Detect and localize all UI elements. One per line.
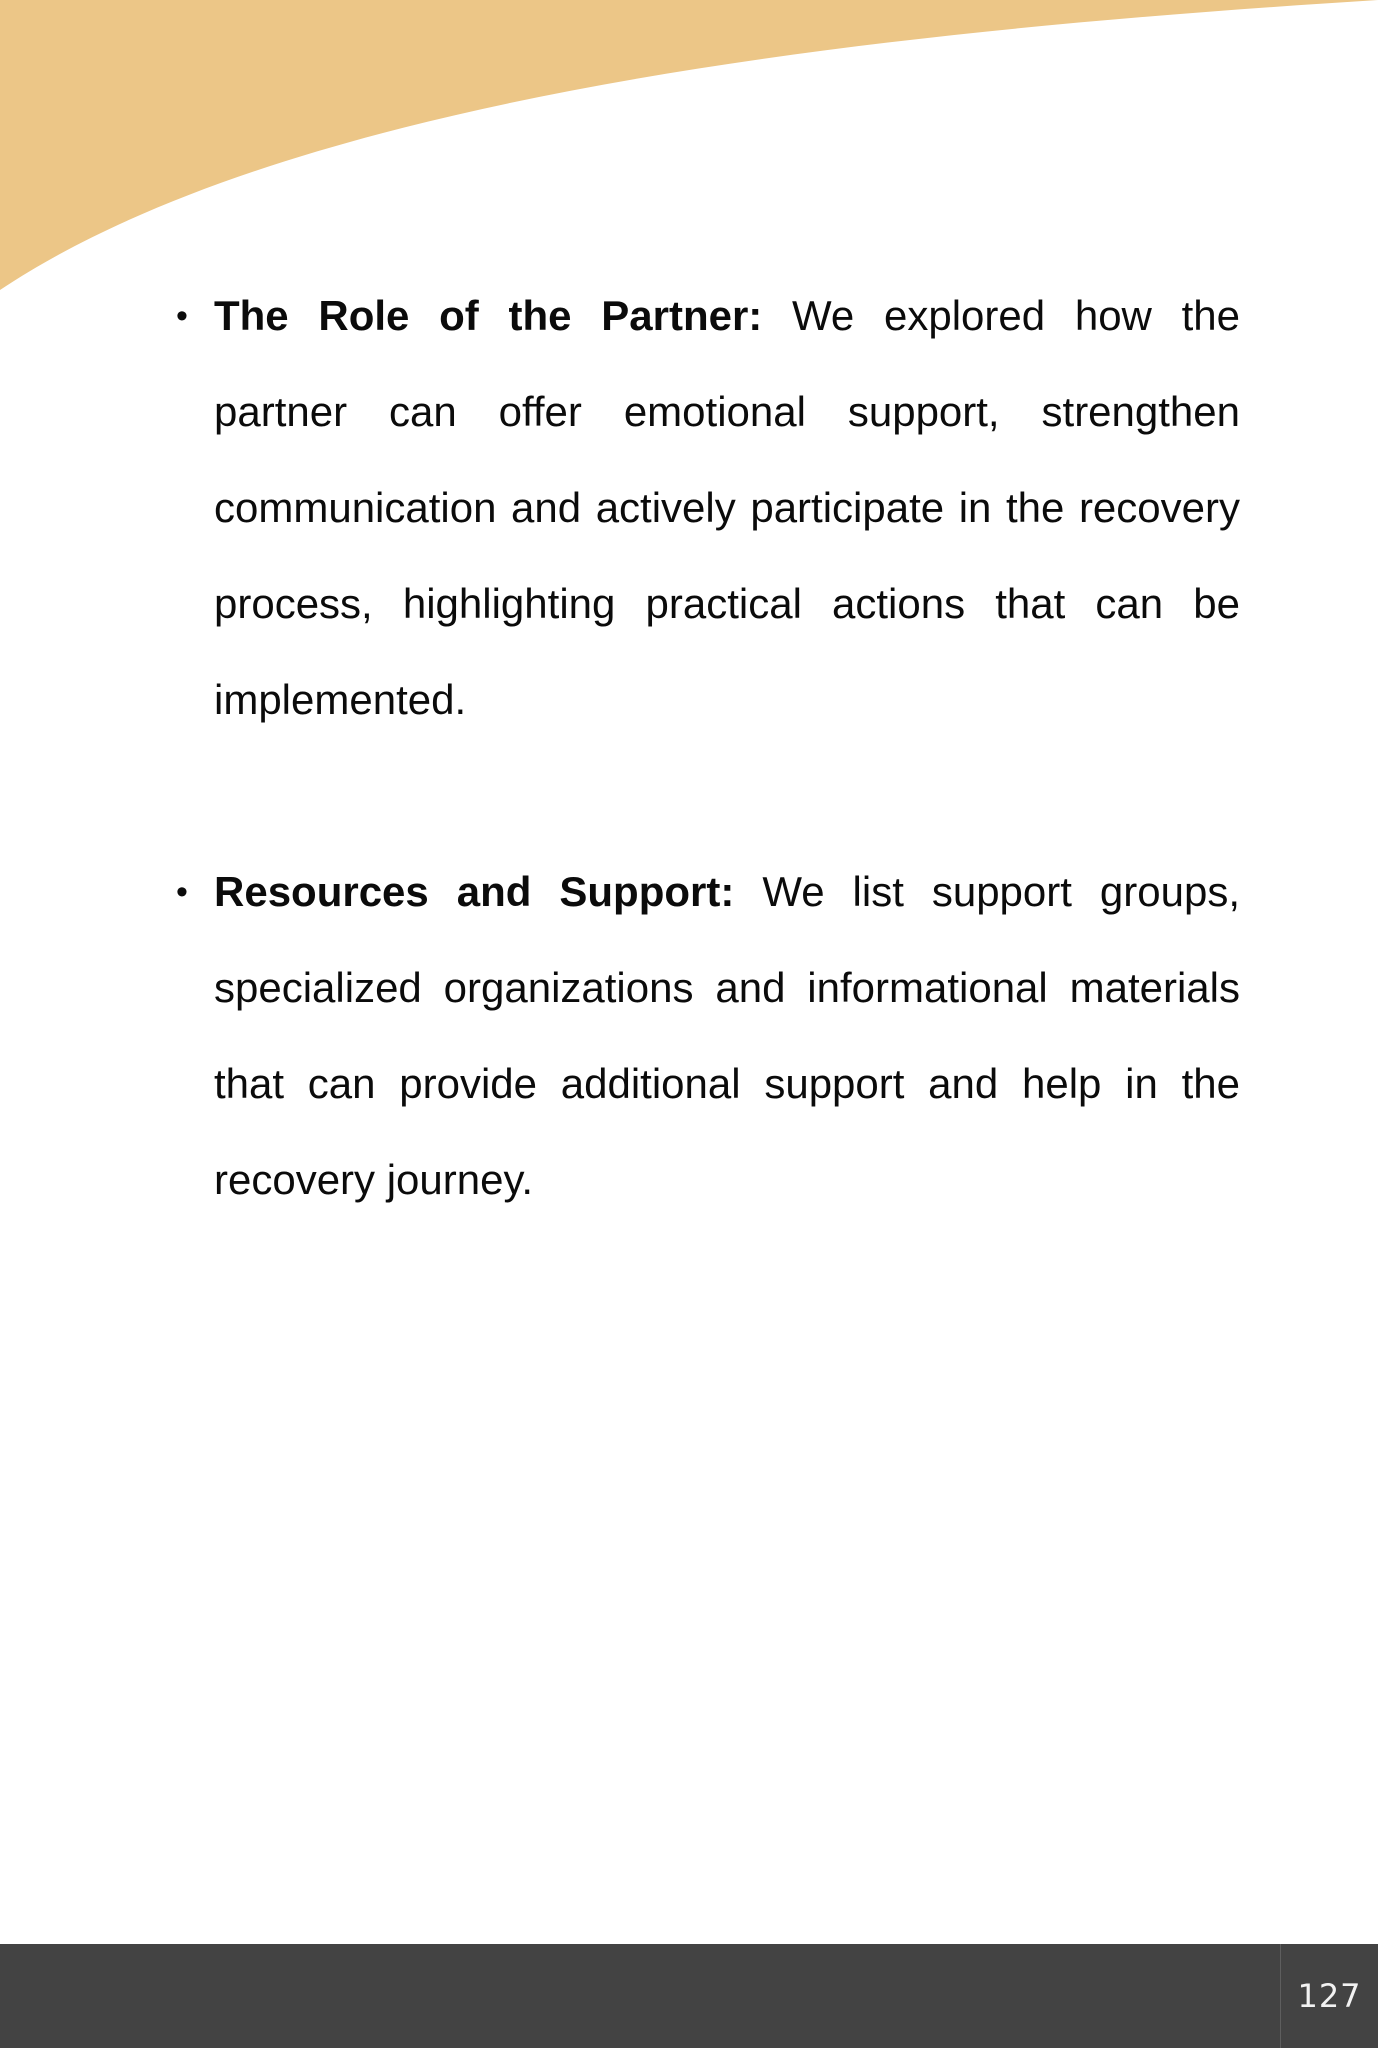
bullet-text: We explored how the partner can offer emotional support, strengthen communication and actively participate in the recovery process, highlighting practical actions that can be implemented. [214, 292, 1240, 723]
bullet-icon: • [176, 297, 188, 335]
bullet-item-role-of-partner [176, 268, 1240, 748]
bullet-icon: • [176, 873, 188, 911]
footer-bar [0, 1944, 1378, 2048]
document-body [176, 268, 1240, 1324]
bullet-term: Resources and Support: [214, 868, 735, 915]
bullet-term: The Role of the Partner: [214, 292, 763, 339]
bullet-item-resources-and-support [176, 844, 1240, 1228]
header-swoosh-decoration [0, 0, 1378, 300]
page-number: 127 [1297, 1977, 1362, 2015]
page-number-box [1280, 1944, 1378, 2048]
bullet-text: We list support groups, specialized organizations and informational materials that can provide additional support and help in the recovery journey. [214, 868, 1240, 1203]
header-swoosh-shape [0, 0, 1378, 290]
